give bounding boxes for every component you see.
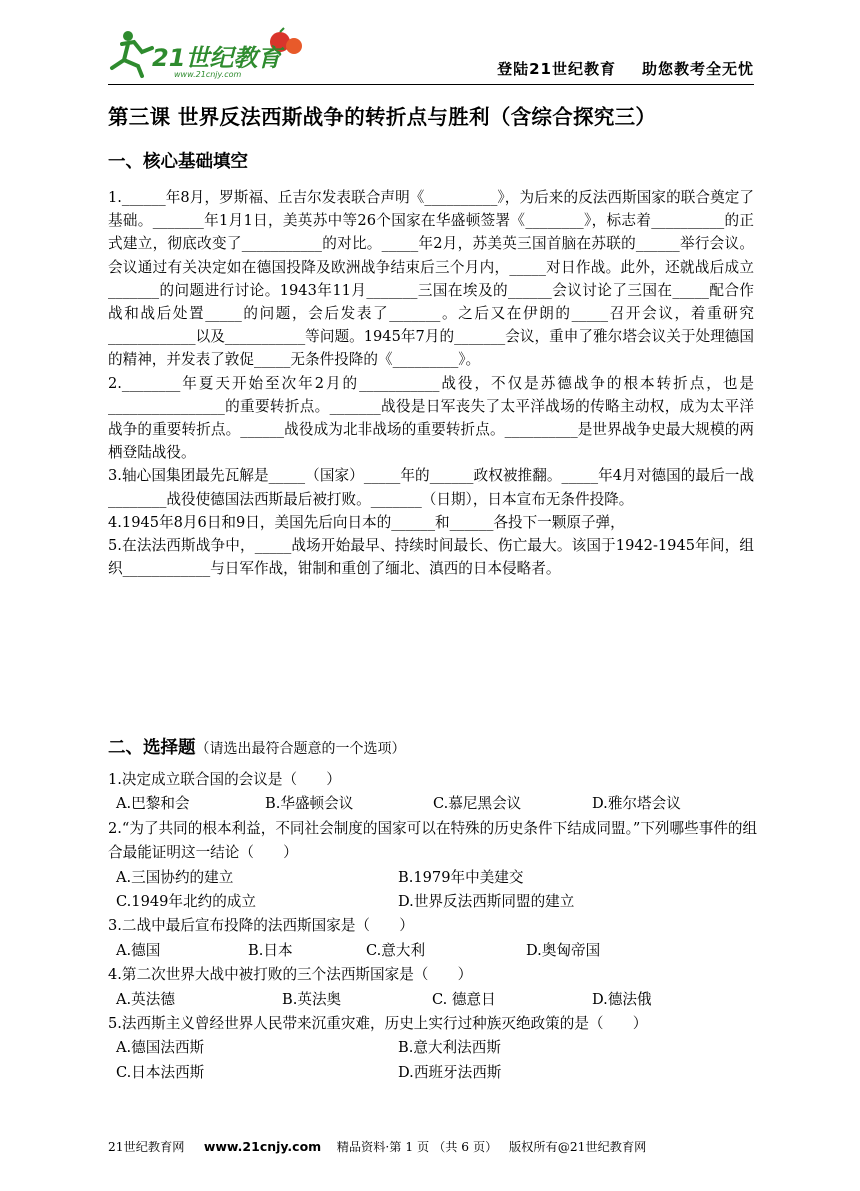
fill-blank-paragraph-1: 1.______年8月，罗斯福、丘吉尔发表联合声明《__________》，为后来的反法西斯国家的联合奠定了基础。_______年1月1日，美英苏中等26个国家在华盛顿签署《________》，标志着__________的正式建立，彻底改变了___________的对比。_____年2月，苏美英三国首脑在苏联的______举行会议。会议通过有关决定如在德国投降及欧洲战争结束后三个月内，_____对日作战。此外，还就战后成立_______的问题进行讨论。1943年11月_______三国在埃及的______会议讨论了三国在_____配合作战和战后处置_____的问题，会后发表了_______。之后又在伊朗的_____召开会议，着重研究____________以及___________等问题。1945年7月的_______会议，重申了雅尔塔会议关于处理德国的精神，并发表了敦促_____无条件投降的《_________》。 xyxy=(108,189,754,369)
footer-left: 21世纪教育网 xyxy=(108,1140,185,1154)
option: A.三国协约的建立 xyxy=(116,868,234,886)
option: D.德法俄 xyxy=(592,990,652,1008)
header-slogan xyxy=(497,58,754,79)
option: A.德国法西斯 xyxy=(116,1039,205,1057)
page-footer xyxy=(108,1138,754,1155)
section-2-heading xyxy=(108,734,406,759)
question-3-stem: 3.二战中最后宣布投降的法西斯国家是（ ） xyxy=(108,917,414,935)
option: D.雅尔塔会议 xyxy=(592,795,681,813)
question-2-stem: 2.“为了共同的根本利益，不同社会制度的国家可以在特殊的历史条件下结成同盟。”下列哪些事件的组合最能证明这一结论（ ） xyxy=(108,819,758,862)
option: B.华盛顿会议 xyxy=(265,795,354,813)
header-divider xyxy=(108,84,754,85)
logo xyxy=(108,26,308,80)
option: D.奥匈帝国 xyxy=(526,941,601,959)
question-5-options-row-2 xyxy=(108,1061,758,1085)
logo-text: 21世纪教育 xyxy=(152,44,282,72)
option: C.意大利 xyxy=(366,941,426,959)
footer-site-link[interactable]: www.21cnjy.com xyxy=(203,1139,322,1154)
option: B.日本 xyxy=(248,941,293,959)
option: A.巴黎和会 xyxy=(116,795,190,813)
fill-blank-paragraph-4: 4.1945年8月6日和9日，美国先后向日本的______和______各投下一颗原子弹， xyxy=(108,513,625,531)
option: B.英法奥 xyxy=(282,990,342,1008)
option: B.1979年中美建交 xyxy=(398,868,524,886)
option: B.意大利法西斯 xyxy=(398,1039,501,1057)
footer-copyright: 版权所有@21世纪教育网 xyxy=(508,1140,647,1154)
question-2-options-row-2 xyxy=(108,890,758,914)
section-2-note: （请选出最符合题意的一个选项） xyxy=(195,741,406,757)
question-5-options xyxy=(108,1036,758,1060)
option: A.德国 xyxy=(116,941,161,959)
section-1-heading: 一、核心基础填空 xyxy=(108,152,248,172)
choice-questions xyxy=(108,768,758,1085)
header-slogan-1: 登陆21世纪教育 xyxy=(497,60,616,78)
option: C.日本法西斯 xyxy=(116,1063,205,1081)
section-2-title: 二、选择题 xyxy=(108,738,196,758)
fill-blank-paragraph-5: 5.在法法西斯战争中，_____战场开始最早、持续时间最长、伤亡最大。该国于1942-1945年间，组织____________与日军作战，钳制和重创了缅北、滇西的日本侵略者。 xyxy=(108,537,754,578)
page-title: 第三课 世界反法西斯战争的转折点与胜利（含综合探究三） xyxy=(108,105,657,129)
question-3-options xyxy=(108,939,758,963)
page-header xyxy=(108,0,754,92)
option: C.慕尼黑会议 xyxy=(433,795,522,813)
header-slogan-2: 助您教考全无忧 xyxy=(641,60,754,78)
question-2-options xyxy=(108,866,758,890)
option: D.世界反法西斯同盟的建立 xyxy=(398,893,575,910)
footer-page-info: 精品资料·第 1 页 （共 6 页） xyxy=(336,1140,498,1154)
question-1-stem: 1.决定成立联合国的会议是（ ） xyxy=(108,771,341,788)
logo-url: www.21cnjy.com xyxy=(174,70,242,79)
option: A.英法德 xyxy=(116,990,175,1008)
question-1-options xyxy=(108,792,758,816)
fill-blank-paragraph-3: 3.轴心国集团最先瓦解是_____（国家）_____年的______政权被推翻。_____年4月对德国的最后一战________战役使德国法西斯最后被打败。_______（日期），日本宣布无条件投降。 xyxy=(108,467,754,508)
fill-blank-paragraph-2: 2.________年夏天开始至次年2月的___________战役，不仅是苏德战争的根本转折点，也是________________的重要转折点。_______战役是日军丧失了太平洋战场的传略主动权，成为太平洋战争的重要转折点。______战役成为北非战场的重要转折点。__________是世界战争史最大规模的两栖登陆战役。 xyxy=(108,374,754,462)
question-4-stem: 4.第二次世界大战中被打败的三个法西斯国家是（ ） xyxy=(108,966,473,984)
question-5-stem: 5.法西斯主义曾经世界人民带来沉重灾难，历史上实行过种族灭绝政策的是（ ） xyxy=(108,1014,648,1032)
option: D.西班牙法西斯 xyxy=(398,1063,502,1081)
option: C. 德意日 xyxy=(432,990,496,1008)
option: C.1949年北约的成立 xyxy=(116,893,256,910)
fill-blank-section xyxy=(108,186,754,580)
question-4-options xyxy=(108,988,758,1012)
